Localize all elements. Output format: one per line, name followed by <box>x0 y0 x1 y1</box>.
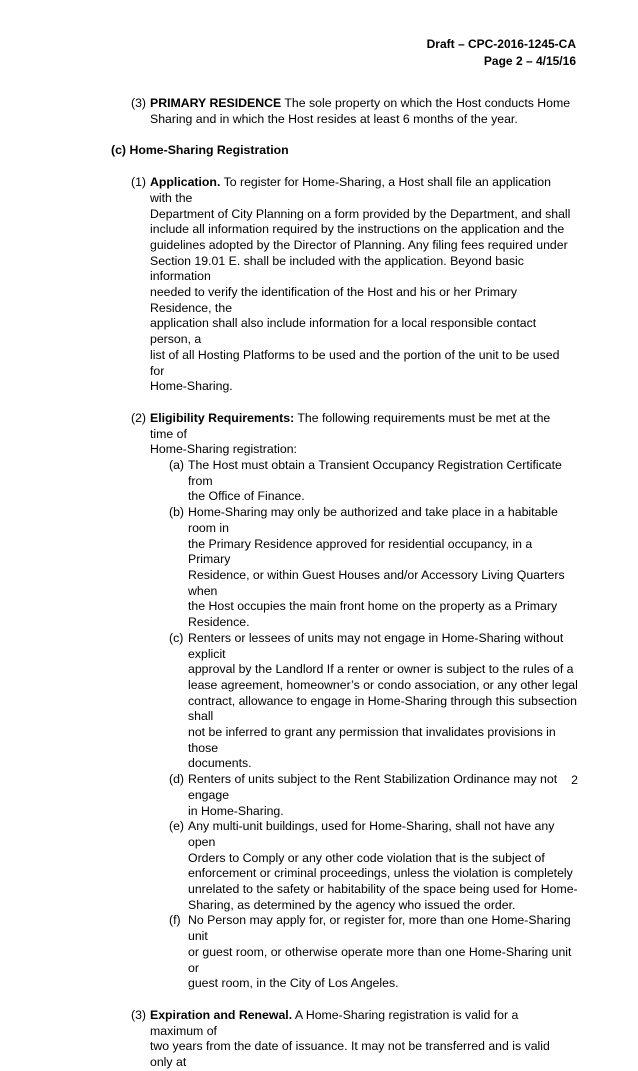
paragraph-line: the Office of Finance. <box>188 489 305 504</box>
paragraph-line: needed to verify the identification of the Host and his or her Primary Residence, the <box>150 285 518 315</box>
paragraph-lead: Application. <box>150 175 221 190</box>
subitem-a <box>0 458 578 505</box>
paragraph-eligibility <box>0 411 574 458</box>
paragraph-line: or guest room, or otherwise operate more than one Home-Sharing unit or <box>188 944 572 975</box>
paragraph-text: The following requirements must be met at the time of <box>150 410 551 441</box>
subitem-number: (d) <box>169 772 185 787</box>
spacer <box>0 159 638 175</box>
paragraph-line: application shall also include information for a local responsible contact person, a <box>150 316 537 347</box>
paragraph-line: Sharing, as determined by the agency who issued the order. <box>188 897 516 912</box>
subitem-d <box>0 772 578 819</box>
subitem-f <box>0 913 578 992</box>
subitem-number: (f) <box>169 913 181 928</box>
paragraph-line: Home-Sharing may only be authorized and take place in a habitable room in <box>188 505 558 535</box>
item-number: (1) <box>131 175 147 190</box>
draft-label: Draft – CPC-2016-1245-CA <box>426 37 576 51</box>
paragraph-application <box>0 175 574 395</box>
paragraph-line: Department of City Planning on a form provided by the Department, and shall <box>150 206 571 221</box>
page-header <box>427 36 576 70</box>
paragraph-line: approval by the Landlord If a renter or owner is subject to the rules of a <box>188 662 574 677</box>
definition-primary-residence <box>0 96 574 127</box>
definition-text: The sole property on which the Host conducts Home <box>281 96 571 110</box>
item-number: (3) <box>131 1007 147 1022</box>
paragraph-line: Residence. <box>188 615 250 630</box>
item-number: (2) <box>131 410 147 425</box>
paragraph-line: Home-Sharing registration: <box>150 442 297 457</box>
paragraph-line: Home-Sharing. <box>150 379 233 394</box>
paragraph-line <box>150 96 574 112</box>
paragraph-line: enforcement or criminal proceedings, unless the violation is completely <box>188 866 573 881</box>
paragraph-line: Any multi-unit buildings, used for Home-Sharing, shall not have any open <box>188 819 555 849</box>
defined-term: PRIMARY RESIDENCE <box>150 96 282 110</box>
subitem-c <box>0 631 578 772</box>
paragraph-line: include all information required by the instructions on the application and the <box>150 222 565 237</box>
paragraph-line: guidelines adopted by the Director of Planning. Any filing fees required under <box>150 237 568 252</box>
paragraph-text: A Home-Sharing registration is valid for a maximum of <box>150 1007 519 1038</box>
paragraph-line: contract, allowance to engage in Home-Sharing through this subsection shall <box>188 693 577 724</box>
paragraph-line <box>150 1008 574 1039</box>
subitem-b <box>0 505 578 631</box>
spacer <box>0 395 638 411</box>
subitem-e <box>0 819 578 913</box>
subitem-number: (c) <box>169 630 184 645</box>
paragraph-line: in Home-Sharing. <box>188 803 284 818</box>
paragraph-line: The Host must obtain a Transient Occupancy Registration Certificate from <box>188 458 562 488</box>
paragraph-line: guest room, in the City of Los Angeles. <box>188 976 399 991</box>
paragraph-line: Residence, or within Guest Houses and/or Accessory Living Quarters when <box>188 567 565 598</box>
subitem-number: (e) <box>169 819 185 834</box>
paragraph-line <box>150 411 574 442</box>
paragraph-line <box>150 175 574 206</box>
paragraph-line: the Host occupies the main front home on the property as a Primary <box>188 599 558 614</box>
spacer <box>0 127 638 143</box>
subitem-number: (a) <box>169 458 185 473</box>
paragraph-lead: Expiration and Renewal. <box>150 1007 293 1022</box>
paragraph-expiration <box>0 1008 574 1071</box>
paragraph-line: Orders to Comply or any other code violation that is the subject of <box>188 850 545 865</box>
paragraph-line: Section 19.01 E. shall be included with the application. Beyond basic information <box>150 253 524 284</box>
paragraph-line: Renters of units subject to the Rent Stabilization Ordinance may not engage <box>188 772 558 802</box>
paragraph-line: lease agreement, homeowner’s or condo association, or any other legal <box>188 677 578 692</box>
spacer <box>0 992 638 1008</box>
paragraph-line: Renters or lessees of units may not engage in Home-Sharing without explicit <box>188 630 564 661</box>
paragraph-line: No Person may apply for, or register for, more than one Home-Sharing unit <box>188 913 571 944</box>
paragraph-line: documents. <box>188 756 252 771</box>
paragraph-text: To register for Home-Sharing, a Host shall file an application with the <box>150 175 551 205</box>
paragraph-line: list of all Hosting Platforms to be used and the portion of the unit to be used for <box>150 347 560 378</box>
page-number: 2 <box>571 773 578 787</box>
paragraph-line: unrelated to the safety or habitability of the space being used for Home- <box>188 882 578 897</box>
paragraph-lead: Eligibility Requirements: <box>150 410 295 425</box>
paragraph-line: Sharing and in which the Host resides at least 6 months of the year. <box>150 111 518 126</box>
section-heading: (c) Home-Sharing Registration <box>111 143 289 158</box>
paragraph-line: the Primary Residence approved for residential occupancy, in a Primary <box>188 536 533 567</box>
document-body <box>0 96 638 1071</box>
paragraph-line: not be inferred to grant any permission that invalidates provisions in those <box>188 725 556 755</box>
subitem-number: (b) <box>169 505 185 520</box>
paragraph-line: two years from the date of issuance. It may not be transferred and is valid only at <box>150 1039 550 1070</box>
page-date-label: Page 2 – 4/15/16 <box>483 54 576 68</box>
item-number: (3) <box>131 96 147 110</box>
